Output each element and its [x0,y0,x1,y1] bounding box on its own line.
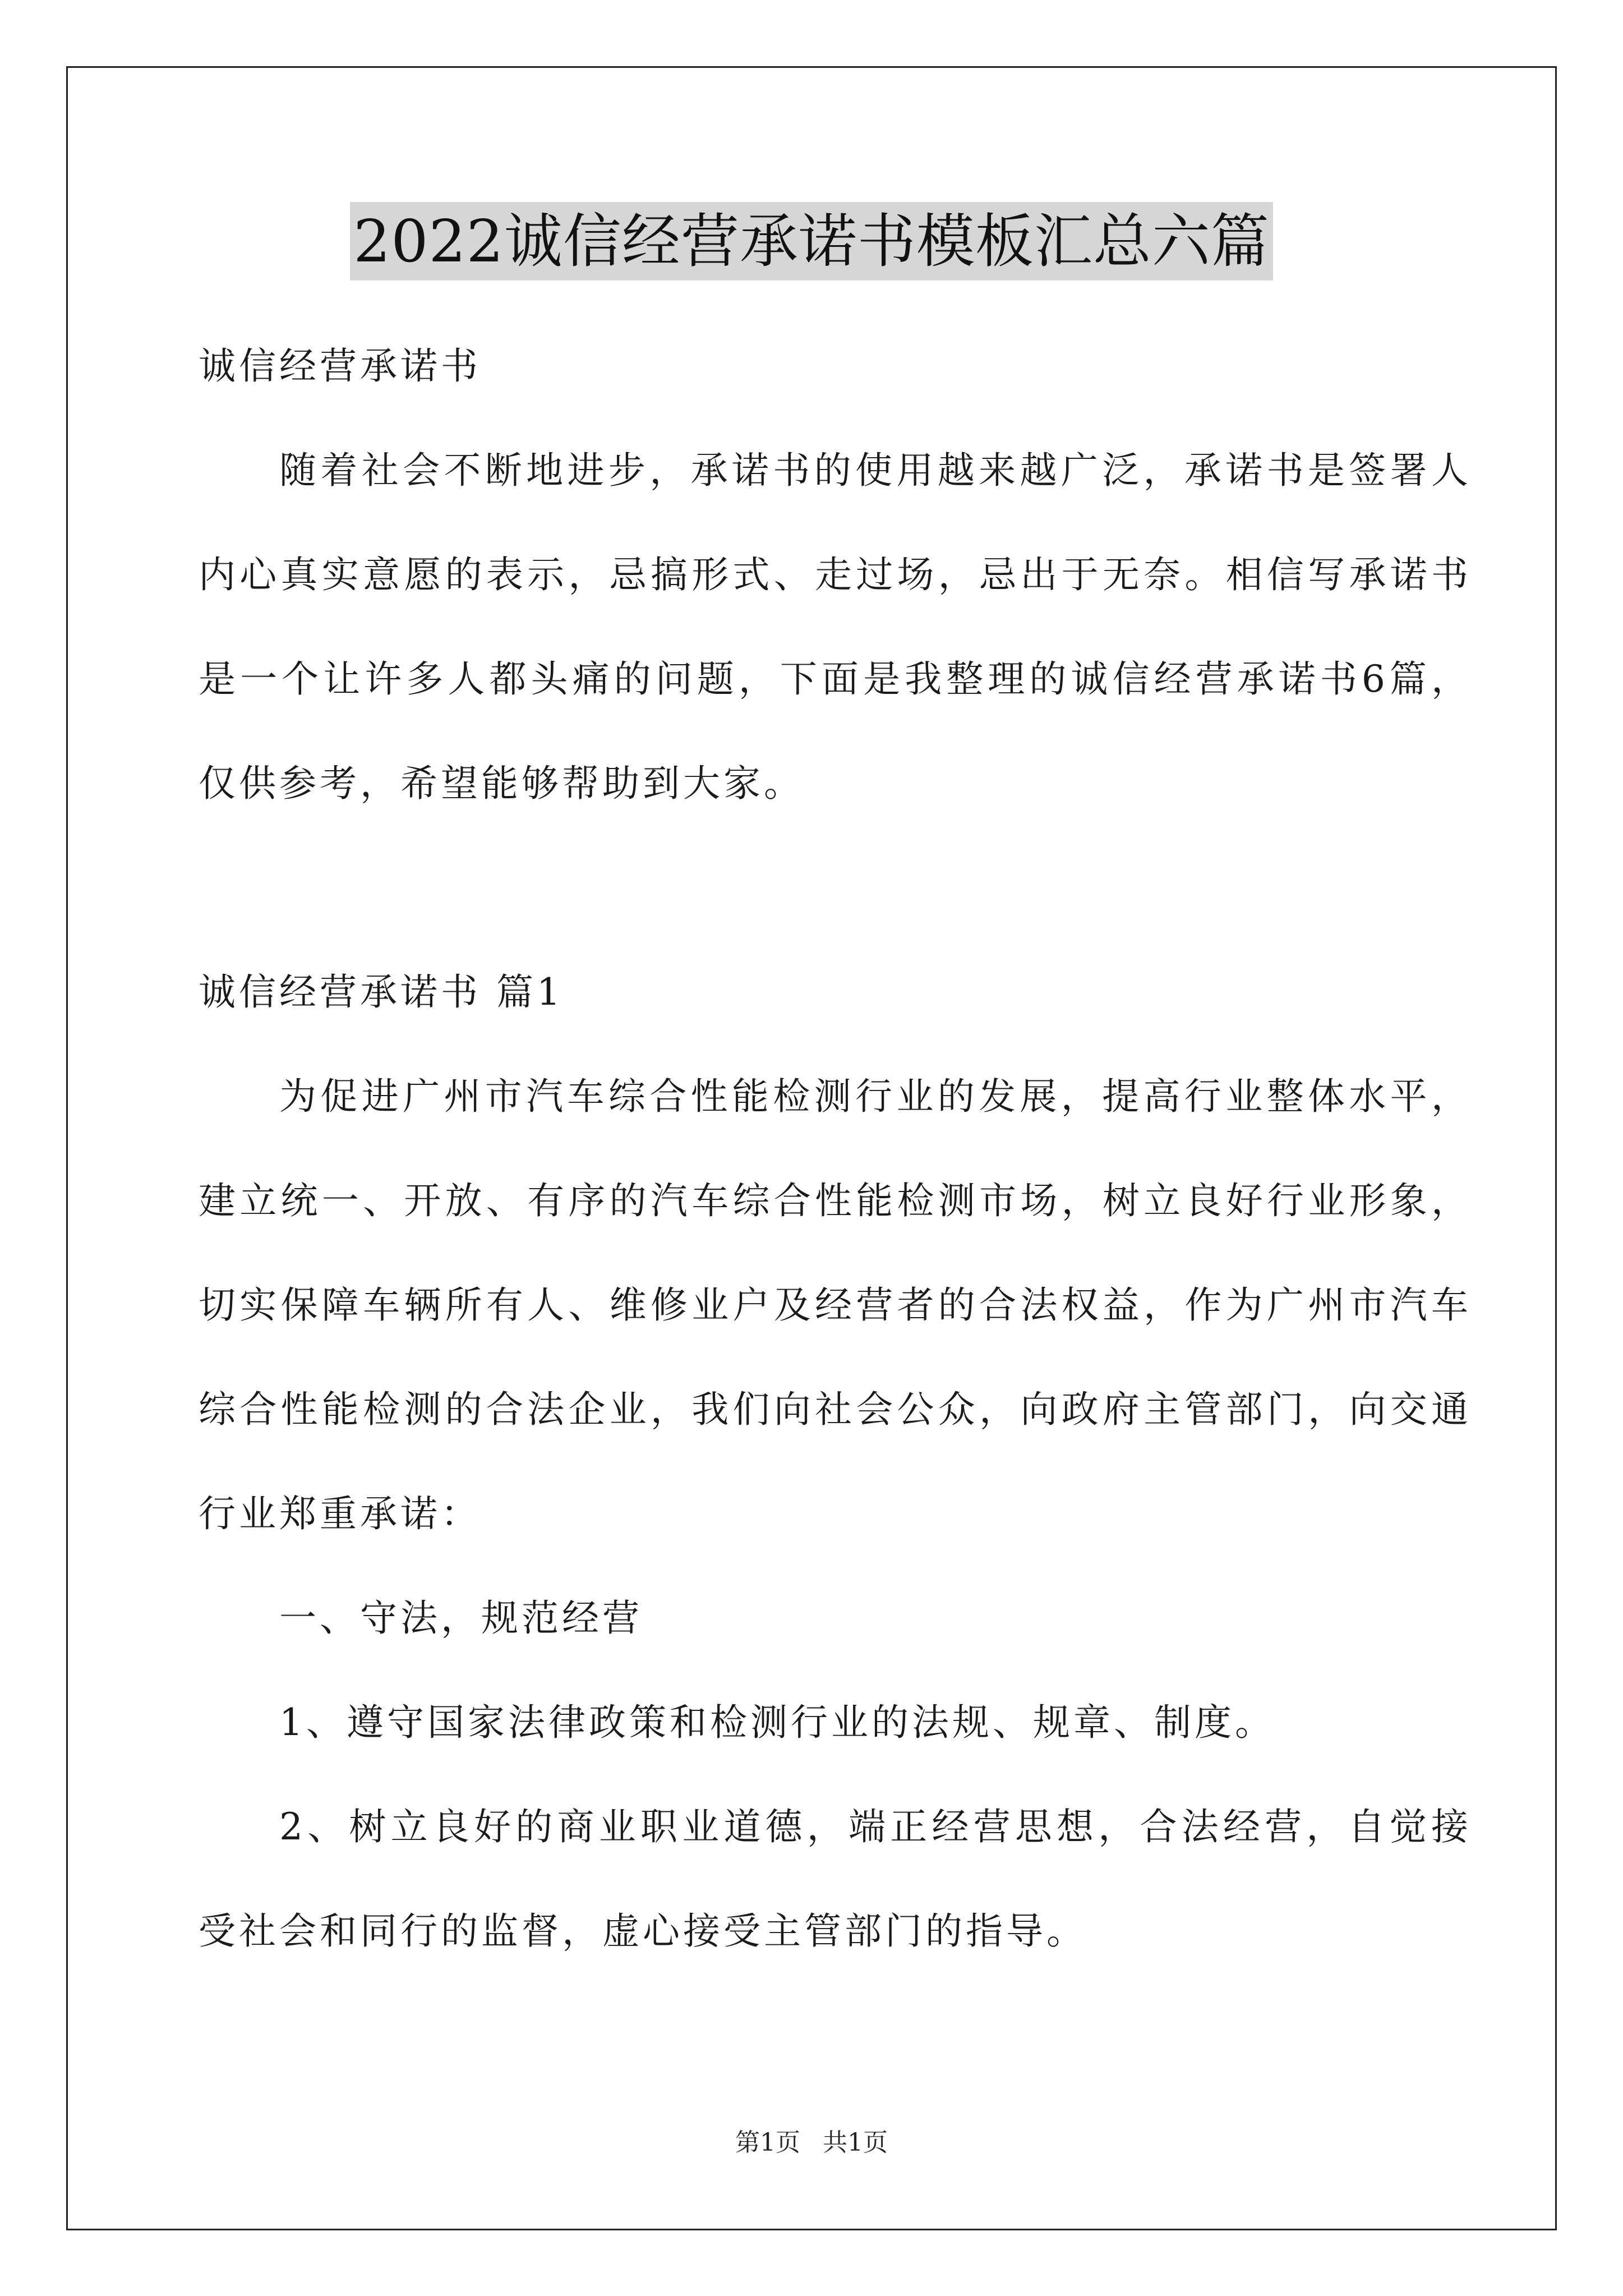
section1-subheading: 一、守法，规范经营 [279,1596,643,1640]
section1-heading: 诚信经营承诺书 篇1 [199,970,564,1014]
intro-heading: 诚信经营承诺书 [199,344,481,388]
section-spacer [199,836,1472,940]
page-number: 第1页 [735,2128,800,2157]
document-title: 2022诚信经营承诺书模板汇总六篇 [350,202,1273,280]
page-footer [0,2126,1623,2160]
section1-paragraph: 为促进广州市汽车综合性能检测行业的发展，提高行业整体水平，建立统一、开放、有序的汽车综合性能检测市场，树立良好行业形象，切实保障车辆所有人、维修业户及经营者的合法权益，作为广州市汽车综合性能检测的合法企业，我们向社会公众，向政府主管部门，向交通行业郑重承诺： [199,1075,1472,1535]
section1-item-2: 2、树立良好的商业职业道德，端正经营思想，合法经营，自觉接受社会和同行的监督，虚心接受主管部门的指导。 [199,1805,1472,1953]
page-total: 共1页 [823,2128,888,2157]
document-body [199,314,1472,1984]
title-container [0,202,1623,280]
section1-item-1: 1、遵守国家法律政策和检测行业的法规、规章、制度。 [279,1701,1275,1744]
intro-paragraph: 随着社会不断地进步，承诺书的使用越来越广泛，承诺书是签署人内心真实意愿的表示，忌搞形式、走过场，忌出于无奈。相信写承诺书是一个让许多人都头痛的问题，下面是我整理的诚信经营承诺书6篇，仅供参考，希望能够帮助到大家。 [199,449,1472,805]
